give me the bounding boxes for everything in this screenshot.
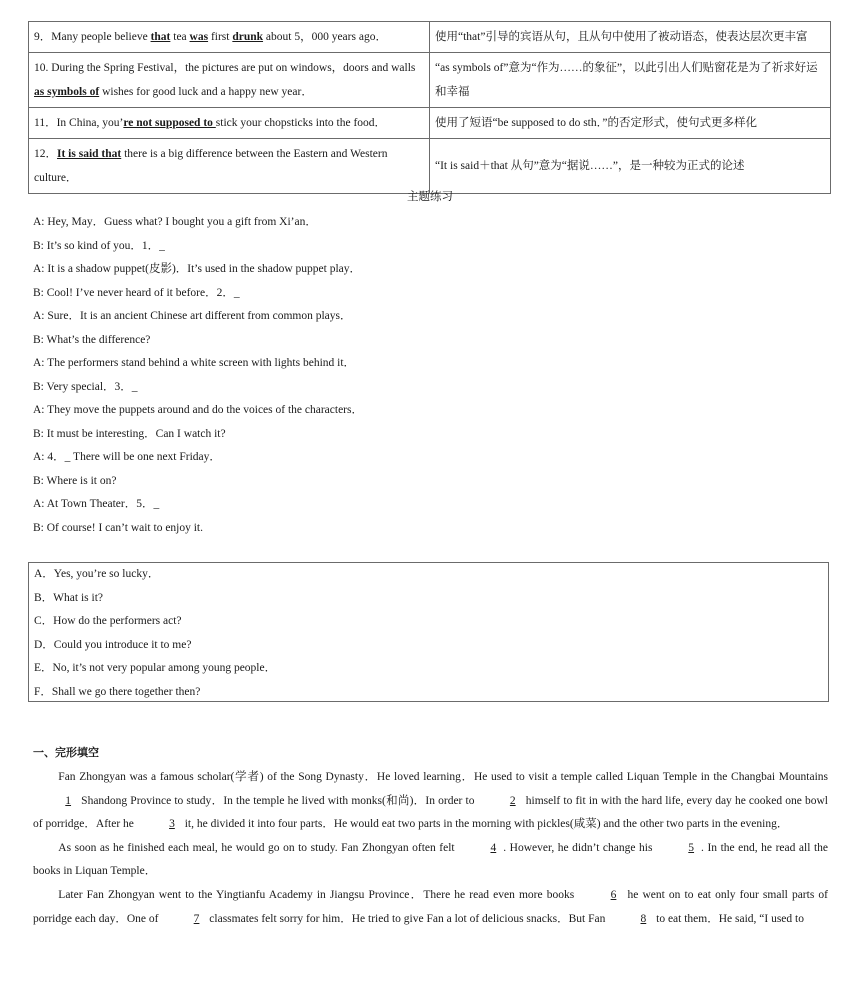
dialogue-line: B: Very special．3．_ [33, 380, 138, 393]
dialogue-line: B: Cool! I’ve never heard of it before．2．_ [33, 286, 240, 299]
option-item: D．Could you introduce it to me? [34, 638, 192, 651]
section-title: 主题练习 [407, 191, 453, 203]
explanation-cell: 使用了短语“be supposed to do sth．”的否定形式，使句式更多样化 [430, 108, 831, 139]
cloze-text: Shandong Province to study．In the temple he lived with monks(和尚)．In order to [78, 794, 478, 807]
cloze-blank: 4 [490, 841, 497, 854]
dialogue-line: A: They move the puppets around and do the voices of the characters． [33, 404, 363, 416]
sentence-text: stick your chopsticks into the food． [215, 117, 387, 129]
dialogue-line: A: The performers stand behind a white screen with lights behind it． [33, 357, 356, 369]
option-item: C．How do the performers act? [34, 615, 182, 627]
cloze-blank: 2 [509, 794, 516, 807]
dialogue-line: B: It must be interesting．Can I watch it? [33, 427, 226, 440]
sentence-cell [29, 108, 430, 139]
table-row [29, 53, 831, 108]
sentence-text: 12． [34, 148, 57, 160]
option-item: E．No, it’s not very popular among young people． [34, 662, 277, 674]
sentence-text: 11．In China, you’ [34, 117, 124, 129]
cloze-paragraph [33, 766, 828, 837]
dialogue-line: A: Hey, May．Guess what? I bought you a gift from Xi’an． [33, 216, 317, 228]
cloze-blank: 7 [193, 912, 200, 925]
cloze-text: As soon as he finished each meal, he would go on to study. Fan Zhongyan often felt [58, 841, 459, 854]
highlighted-phrase: drunk [232, 31, 264, 43]
cloze-text: himself to fit in with the hard life, every day he cooked one bowl of porridge．After he [33, 794, 828, 831]
cloze-blank: 5 [688, 841, 695, 854]
cloze-text: classmates felt sorry for him．He tried to give Fan a lot of delicious snacks．But Fan [206, 912, 609, 925]
sentence-text: tea [170, 31, 190, 43]
highlighted-phrase: It is said that [57, 148, 122, 160]
table-row [29, 139, 831, 194]
table-row [29, 108, 831, 139]
sentence-text: 10. During the Spring Festival，the pictures are put on windows，doors and walls [34, 62, 416, 74]
dialogue-line: A: 4．_ There will be one next Friday． [33, 451, 221, 463]
cloze-heading: 一、完形填空 [33, 746, 99, 759]
dialogue-line: B: Of course! I can’t wait to enjoy it. [33, 521, 204, 534]
sentence-text: wishes for good luck and a happy new year． [99, 86, 313, 98]
explanation-cell: “as symbols of”意为“作为……的象征”，以此引出人们贴窗花是为了祈求好运和幸福 [430, 53, 831, 108]
cloze-text: it, he divided it into four parts．He would eat two parts in the morning with pickles(咸菜) and the other two parts in the evening． [181, 818, 789, 831]
highlighted-phrase: re not supposed to [123, 117, 216, 129]
cloze-blank: 8 [640, 912, 647, 925]
cloze-text: to eat them．He said, “I used to [653, 912, 804, 925]
dialogue-line: A: At Town Theater．5．_ [33, 498, 160, 510]
sentence-text: first [208, 31, 233, 43]
sentence-text: 9．Many people believe [34, 31, 151, 43]
dialogue-line: B: What’s the difference? [33, 333, 151, 346]
cloze-text: . However, he didn’t change his [503, 841, 656, 854]
dialogue-line: B: Where is it on? [33, 474, 117, 487]
cloze-blank: 1 [65, 794, 72, 807]
dialogue-line: A: It is a shadow puppet(皮影)．It’s used in the shadow puppet play． [33, 263, 362, 275]
explanation-cell: 使用“that”引导的宾语从句，且从句中使用了被动语态，使表达层次更丰富 [430, 22, 831, 53]
highlighted-phrase: was [189, 31, 209, 43]
explanation-cell: “It is said＋that 从句”意为“据说……”，是一种较为正式的论述 [430, 139, 831, 194]
sentence-cell [29, 53, 430, 108]
cloze-text: Fan Zhongyan was a famous scholar(学者) of the Song Dynasty．He loved learning．He used to visit a temple called Liquan Temple in the Changbai Mountains [58, 771, 828, 783]
sentence-cell [29, 22, 430, 53]
table-row [29, 22, 831, 53]
cloze-passage [33, 766, 828, 931]
dialogue-line: B: It’s so kind of you．1．_ [33, 239, 165, 252]
notes-table [28, 21, 831, 194]
option-item: F．Shall we go there together then? [34, 685, 201, 698]
highlighted-phrase: that [150, 31, 171, 43]
options-box [28, 562, 829, 702]
cloze-text: Later Fan Zhongyan went to the Yingtianfu Academy in Jiangsu Province．There he read even more books [58, 888, 579, 901]
sentence-text: about 5，000 years ago． [263, 31, 387, 43]
option-item: A．Yes, you’re so lucky． [34, 568, 160, 580]
cloze-text: . In the end, he read all the books in Liquan Temple． [33, 841, 828, 878]
highlighted-phrase: as symbols of [34, 86, 100, 98]
cloze-paragraph [33, 884, 828, 931]
cloze-paragraph [33, 837, 828, 884]
dialogue [33, 211, 823, 540]
cloze-blank: 3 [169, 818, 175, 831]
option-item: B．What is it? [34, 591, 103, 604]
cloze-blank: 6 [610, 888, 617, 901]
dialogue-line: A: Sure．It is an ancient Chinese art different from common plays． [33, 310, 352, 322]
cloze-text: he went on to eat only four small parts of porridge each day．One of [33, 888, 828, 925]
sentence-cell [29, 139, 430, 194]
sentence-text: there is a big difference between the Eastern and Western culture． [34, 148, 388, 184]
